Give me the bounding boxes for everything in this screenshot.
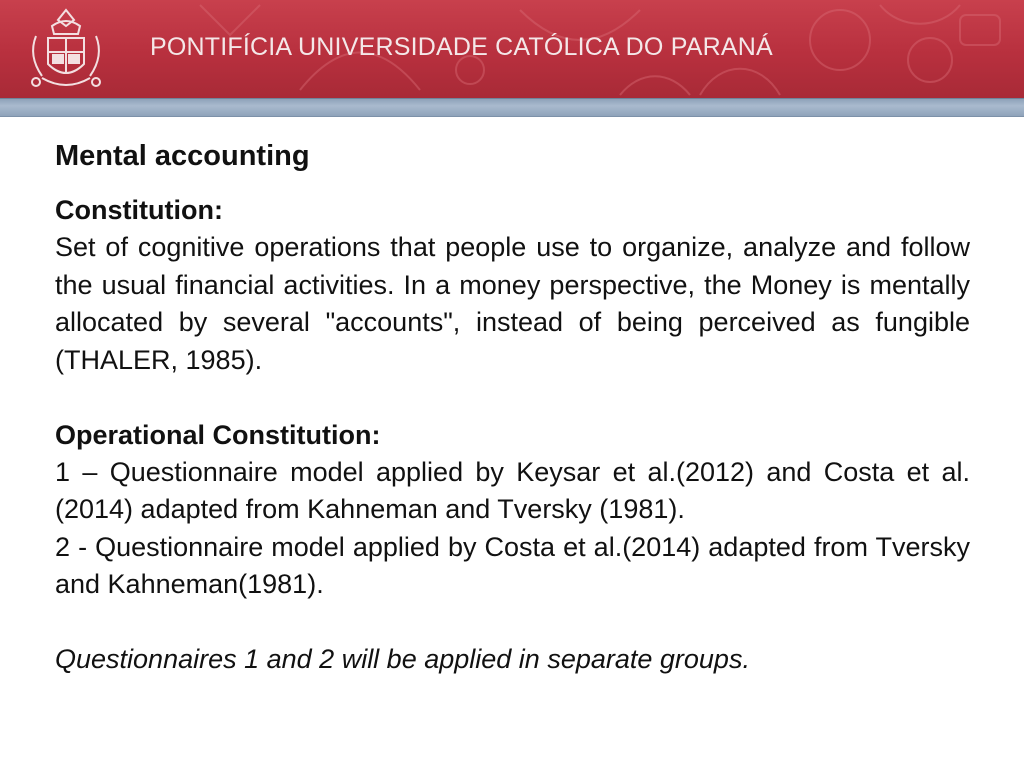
- questionnaire-note: Questionnaires 1 and 2 will be applied in separate groups.: [55, 644, 750, 674]
- operational-item-2: 2 - Questionnaire model applied by Costa et al.(2014) adapted from Tversky and Kahneman(1981).: [55, 531, 970, 599]
- slide-title: Mental accounting: [55, 140, 310, 172]
- slide-content: [55, 136, 970, 679]
- university-crest-icon: [22, 6, 110, 94]
- constitution-heading: Constitution:: [55, 195, 223, 225]
- header-divider: [0, 98, 1024, 117]
- university-name: PONTIFÍCIA UNIVERSIDADE CATÓLICA DO PARANÁ: [150, 33, 773, 61]
- operational-item-1: 1 – Questionnaire model applied by Keysar et al.(2012) and Costa et al. (2014) adapted from Kahneman and Tversky (1981).: [55, 456, 970, 524]
- spacer: [55, 379, 970, 417]
- constitution-body: Set of cognitive operations that people use to organize, analyze and follow the usual financial activities. In a money perspective, the Money is mentally allocated by several "accounts", instead of being perceived as fungible (THALER, 1985).: [55, 232, 970, 375]
- header-banner: [0, 0, 1024, 98]
- spacer: [55, 604, 970, 642]
- operational-constitution-heading: Operational Constitution:: [55, 419, 381, 450]
